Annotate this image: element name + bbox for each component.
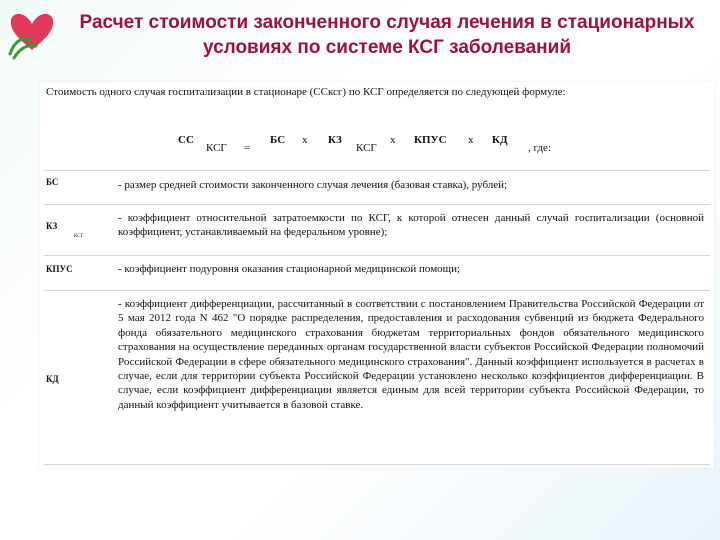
definition-bs: - размер средней стоимости законченного случая лечения (базовая ставка), рублей; (118, 179, 508, 191)
row-divider (44, 290, 710, 291)
term-kd: КД (46, 374, 59, 384)
definition-kd: - коэффициент дифференциации, рассчитанный в соответствии с постановлением Правительства Российской Федерации от 5 мая 2012 года N 462 "О порядке распределения, предоставления и расходования субвенций из бюджета Федерального фонда обязательного медицинского страхования бюджетам территориальных фондов обязательного медицинского страхования на осуществление переданных органам государственной власти субъектов Российской Федерации полномочий Российской Федерации в сфере обязательного медицинского страхования". Данный коэффициент используется в расчетах в случае, если для территории субъекта Российской Федерации установлено несколько коэффициентов дифференциации. В случае, если коэффициент дифференциации является единым для всей территории субъекта Российской Федерации, то данный коэффициент учитывается в базовой ставке. (118, 298, 704, 411)
intro-text: Стоимость одного случая госпитализации в стационаре (ССксг) по КСГ определяется по следующей формуле: (46, 86, 566, 98)
page-title (62, 10, 712, 60)
formula-where: , где: (528, 142, 551, 154)
term-kz: КЗ (46, 221, 58, 231)
row-divider (44, 170, 710, 171)
heart-hand-logo-icon (4, 2, 60, 60)
row-divider (44, 255, 710, 256)
term-kz-subscript: КСГ (74, 234, 84, 239)
definition-kpus: - коэффициент подуровня оказания стационарной медицинской помощи; (118, 263, 461, 275)
term-kpus: КПУС (46, 264, 73, 274)
formula-ksg-subscript: КСГ (206, 142, 227, 154)
formula-kpus: КПУС (414, 134, 447, 146)
formula-kd: КД (492, 134, 508, 146)
formula-cc: СС (178, 134, 194, 146)
row-divider (44, 464, 710, 465)
formula-ksg-subscript-2: КСГ (356, 142, 377, 154)
title-line-2: условиях по системе КСГ заболеваний (202, 37, 572, 58)
row-divider (44, 204, 710, 205)
formula-bs: БС (270, 134, 286, 146)
formula-times-3: х (468, 134, 474, 146)
formula-times-2: х (390, 134, 396, 146)
definition-kz: - коэффициент относительной затратоемкости по КСГ, к которой отнесен данный случай госпитализации (основной коэффициент, устанавливаемый на федеральном уровне); (118, 212, 704, 239)
formula-kz: КЗ (328, 134, 342, 146)
title-line-1: Расчет стоимости законченного случая лечения в стационарных (79, 12, 695, 33)
term-bs: БС (46, 177, 59, 187)
formula-equals: = (244, 142, 251, 154)
formula-times-1: х (302, 134, 308, 146)
